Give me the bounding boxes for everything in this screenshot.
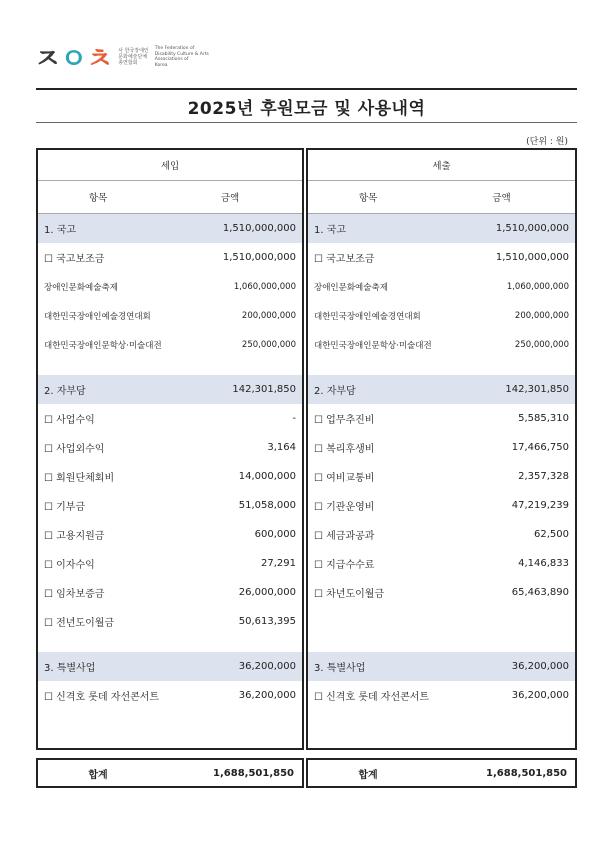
row-label: 장애인문화예술축제: [44, 282, 118, 293]
income-header: 세입: [38, 150, 302, 181]
row-amount: 50,613,395: [238, 616, 296, 627]
row-spacer: [308, 636, 575, 652]
row-amount: 142,301,850: [505, 384, 569, 395]
table-row: [308, 520, 575, 549]
table-row: [38, 578, 302, 607]
income-table: [36, 148, 304, 750]
org-logo: [34, 40, 209, 74]
table-row: [308, 272, 575, 301]
table-row: [38, 491, 302, 520]
row-label: ☐ 이자수익: [44, 560, 95, 571]
row-amount: 1,060,000,000: [233, 281, 296, 292]
table-row: [308, 330, 575, 359]
row-label: ☐ 사업외수익: [44, 444, 105, 455]
expense-col-amount: 금액: [492, 193, 511, 204]
unit-note: (단위 : 원): [526, 137, 568, 147]
expense-total-label: 합계: [358, 769, 378, 781]
expense-column-headers: [308, 181, 575, 214]
row-label: 2. 자부담: [314, 386, 356, 397]
row-amount: 1,060,000,000: [506, 281, 569, 292]
table-row: [308, 549, 575, 578]
table-row: [308, 301, 575, 330]
row-amount: 36,200,000: [238, 690, 296, 701]
row-label: ☐ 신격호 롯데 자선콘서트: [44, 692, 160, 703]
table-row: [308, 462, 575, 491]
row-amount: 5,585,310: [518, 413, 569, 424]
expense-table: [306, 148, 577, 750]
row-spacer: [38, 359, 302, 375]
row-amount: 3,164: [267, 442, 296, 453]
row-amount: 65,463,890: [511, 587, 569, 598]
row-label: ☐ 국고보조금: [44, 254, 105, 265]
table-row: [38, 272, 302, 301]
expense-total-amount: 1,688,501,850: [486, 767, 567, 779]
section-row: [38, 214, 302, 243]
title-bar: [36, 88, 577, 123]
income-total-amount: 1,688,501,850: [213, 767, 294, 779]
row-amount: 14,000,000: [238, 471, 296, 482]
section-row: [38, 375, 302, 404]
row-label: ☐ 신격호 롯데 자선콘서트: [314, 692, 430, 703]
row-label: ☐ 사업수익: [44, 415, 95, 426]
row-amount: 36,200,000: [238, 661, 296, 672]
row-label: ☐ 고용지원금: [44, 531, 105, 542]
row-label: ☐ 임차보증금: [44, 589, 105, 600]
table-row: [308, 578, 575, 607]
page-title: 2025년 후원모금 및 사용내역: [187, 98, 426, 119]
row-amount: 36,200,000: [511, 690, 569, 701]
logo-mark: ㅈ ㅇ ㅊ: [34, 42, 113, 75]
table-row: [308, 243, 575, 272]
row-label: 3. 특별사업: [314, 663, 366, 674]
row-label: 2. 자부담: [44, 386, 86, 397]
section-row: [38, 652, 302, 681]
row-amount: 62,500: [534, 529, 569, 540]
table-row: [38, 607, 302, 636]
logo-org-kr: 사 한국장애인 문화예술단체 총연합회: [118, 48, 149, 66]
row-label: ☐ 세금과공과: [314, 531, 375, 542]
income-rows: [38, 214, 302, 710]
expense-rows: [308, 214, 575, 710]
row-amount: 2,357,328: [518, 471, 569, 482]
row-label: ☐ 업무추진비: [314, 415, 375, 426]
table-row: [38, 520, 302, 549]
row-label: 1. 국고: [314, 225, 347, 236]
row-label: ☐ 차년도이월금: [314, 589, 385, 600]
logo-org-en: The Federation of Disability Culture & Arts Associations of Korea: [154, 46, 209, 68]
section-row: [308, 375, 575, 404]
expense-header: 세출: [308, 150, 575, 181]
table-row: [38, 549, 302, 578]
row-label: ☐ 전년도이월금: [44, 618, 115, 629]
row-label: ☐ 기부금: [44, 502, 86, 513]
section-row: [308, 652, 575, 681]
expense-total: [306, 758, 577, 788]
row-amount: 17,466,750: [511, 442, 569, 453]
row-amount: 36,200,000: [511, 661, 569, 672]
row-label: ☐ 복리후생비: [314, 444, 375, 455]
table-row: [38, 330, 302, 359]
row-label: 3. 특별사업: [44, 663, 96, 674]
table-row: [308, 491, 575, 520]
row-label: 대한민국장애인예술경연대회: [314, 311, 421, 322]
table-row: [308, 607, 575, 636]
row-amount: 1,510,000,000: [495, 223, 569, 234]
income-col-item: 항목: [88, 193, 108, 204]
row-amount: 200,000,000: [241, 310, 296, 321]
income-column-headers: [38, 181, 302, 214]
row-label: 대한민국장애인문학상·미술대전: [314, 340, 432, 351]
row-label: ☐ 여비교통비: [314, 473, 375, 484]
row-spacer: [38, 636, 302, 652]
table-row: [38, 243, 302, 272]
row-amount: -: [292, 413, 296, 424]
row-amount: 26,000,000: [238, 587, 296, 598]
table-row: [308, 404, 575, 433]
table-row: [38, 301, 302, 330]
table-row: [38, 404, 302, 433]
row-amount: 4,146,833: [518, 558, 569, 569]
table-row: [308, 681, 575, 710]
row-amount: 142,301,850: [232, 384, 296, 395]
expense-col-item: 항목: [358, 193, 378, 204]
income-total-label: 합계: [88, 769, 108, 781]
income-total: [36, 758, 304, 788]
table-row: [38, 462, 302, 491]
row-label: ☐ 지급수수료: [314, 560, 375, 571]
row-label: ☐ 기관운영비: [314, 502, 375, 513]
row-spacer: [308, 359, 575, 375]
income-col-amount: 금액: [220, 193, 240, 204]
row-label: ☐ 국고보조금: [314, 254, 375, 265]
row-amount: 51,058,000: [238, 500, 296, 511]
row-amount: 200,000,000: [514, 310, 569, 321]
row-amount: 27,291: [261, 558, 296, 569]
row-label: 대한민국장애인예술경연대회: [44, 311, 151, 322]
row-amount: 250,000,000: [241, 339, 296, 350]
row-amount: 1,510,000,000: [495, 252, 569, 263]
row-amount: 1,510,000,000: [222, 223, 296, 234]
table-row: [38, 681, 302, 710]
section-row: [308, 214, 575, 243]
row-label: ☐ 회원단체회비: [44, 473, 115, 484]
row-amount: 600,000: [254, 529, 296, 540]
table-row: [308, 433, 575, 462]
row-label: 1. 국고: [44, 225, 77, 236]
row-label: 대한민국장애인문학상·미술대전: [44, 340, 162, 351]
row-amount: 1,510,000,000: [222, 252, 296, 263]
table-row: [38, 433, 302, 462]
row-amount: 47,219,239: [511, 500, 569, 511]
row-amount: 250,000,000: [514, 339, 569, 350]
row-label: 장애인문화예술축제: [314, 282, 388, 293]
